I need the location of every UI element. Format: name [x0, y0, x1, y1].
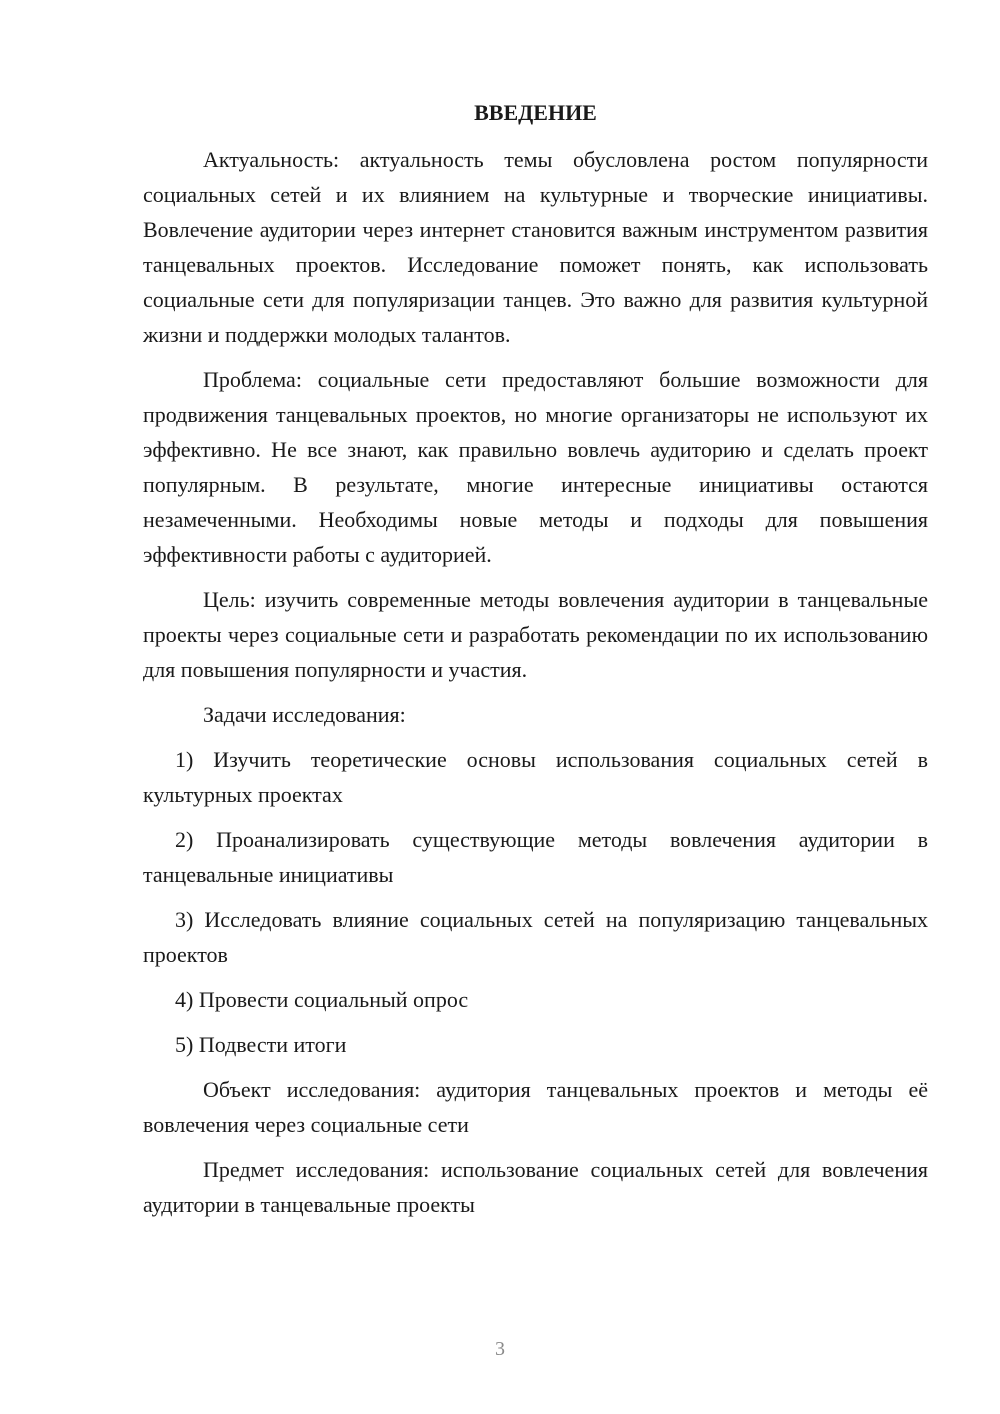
- task-item-1: 1) Изучить теоретические основы использования социальных сетей в культурных проектах: [143, 747, 928, 807]
- tasks-heading: Задачи исследования:: [203, 702, 406, 727]
- problem-paragraph: Проблема: социальные сети предоставляют большие возможности для продвижения танцевальных проектов, но многие организаторы не используют их эффективно. Не все знают, как правильно вовлечь аудиторию и сделать проект популярным. В результате, многие интересные инициативы остаются незамеченными. Необходимы новые методы и подходы для повышения эффективности работы с аудиторией.: [143, 367, 928, 567]
- goal-paragraph: Цель: изучить современные методы вовлечения аудитории в танцевальные проекты через социальные сети и разработать рекомендации по их использованию для повышения популярности и участия.: [143, 587, 928, 682]
- page-title: ВВЕДЕНИЕ: [474, 100, 597, 125]
- task-item-2: 2) Проанализировать существующие методы вовлечения аудитории в танцевальные инициативы: [143, 827, 928, 887]
- task-item-4: 4) Провести социальный опрос: [175, 987, 469, 1012]
- task-item-3: 3) Исследовать влияние социальных сетей на популяризацию танцевальных проектов: [143, 907, 928, 967]
- object-paragraph: Объект исследования: аудитория танцевальных проектов и методы её вовлечения через социальные сети: [143, 1077, 928, 1137]
- task-item-5: 5) Подвести итоги: [175, 1032, 347, 1057]
- page-number: 3: [495, 1338, 505, 1360]
- subject-paragraph: Предмет исследования: использование социальных сетей для вовлечения аудитории в танцевальные проекты: [143, 1157, 928, 1217]
- relevance-paragraph: Актуальность: актуальность темы обусловлена ростом популярности социальных сетей и их влиянием на культурные и творческие инициативы. Вовлечение аудитории через интернет становится важным инструментом развития танцевальных проектов. Исследование поможет понять, как использовать социальные сети для популяризации танцев. Это важно для развития культурной жизни и поддержки молодых талантов.: [143, 147, 928, 347]
